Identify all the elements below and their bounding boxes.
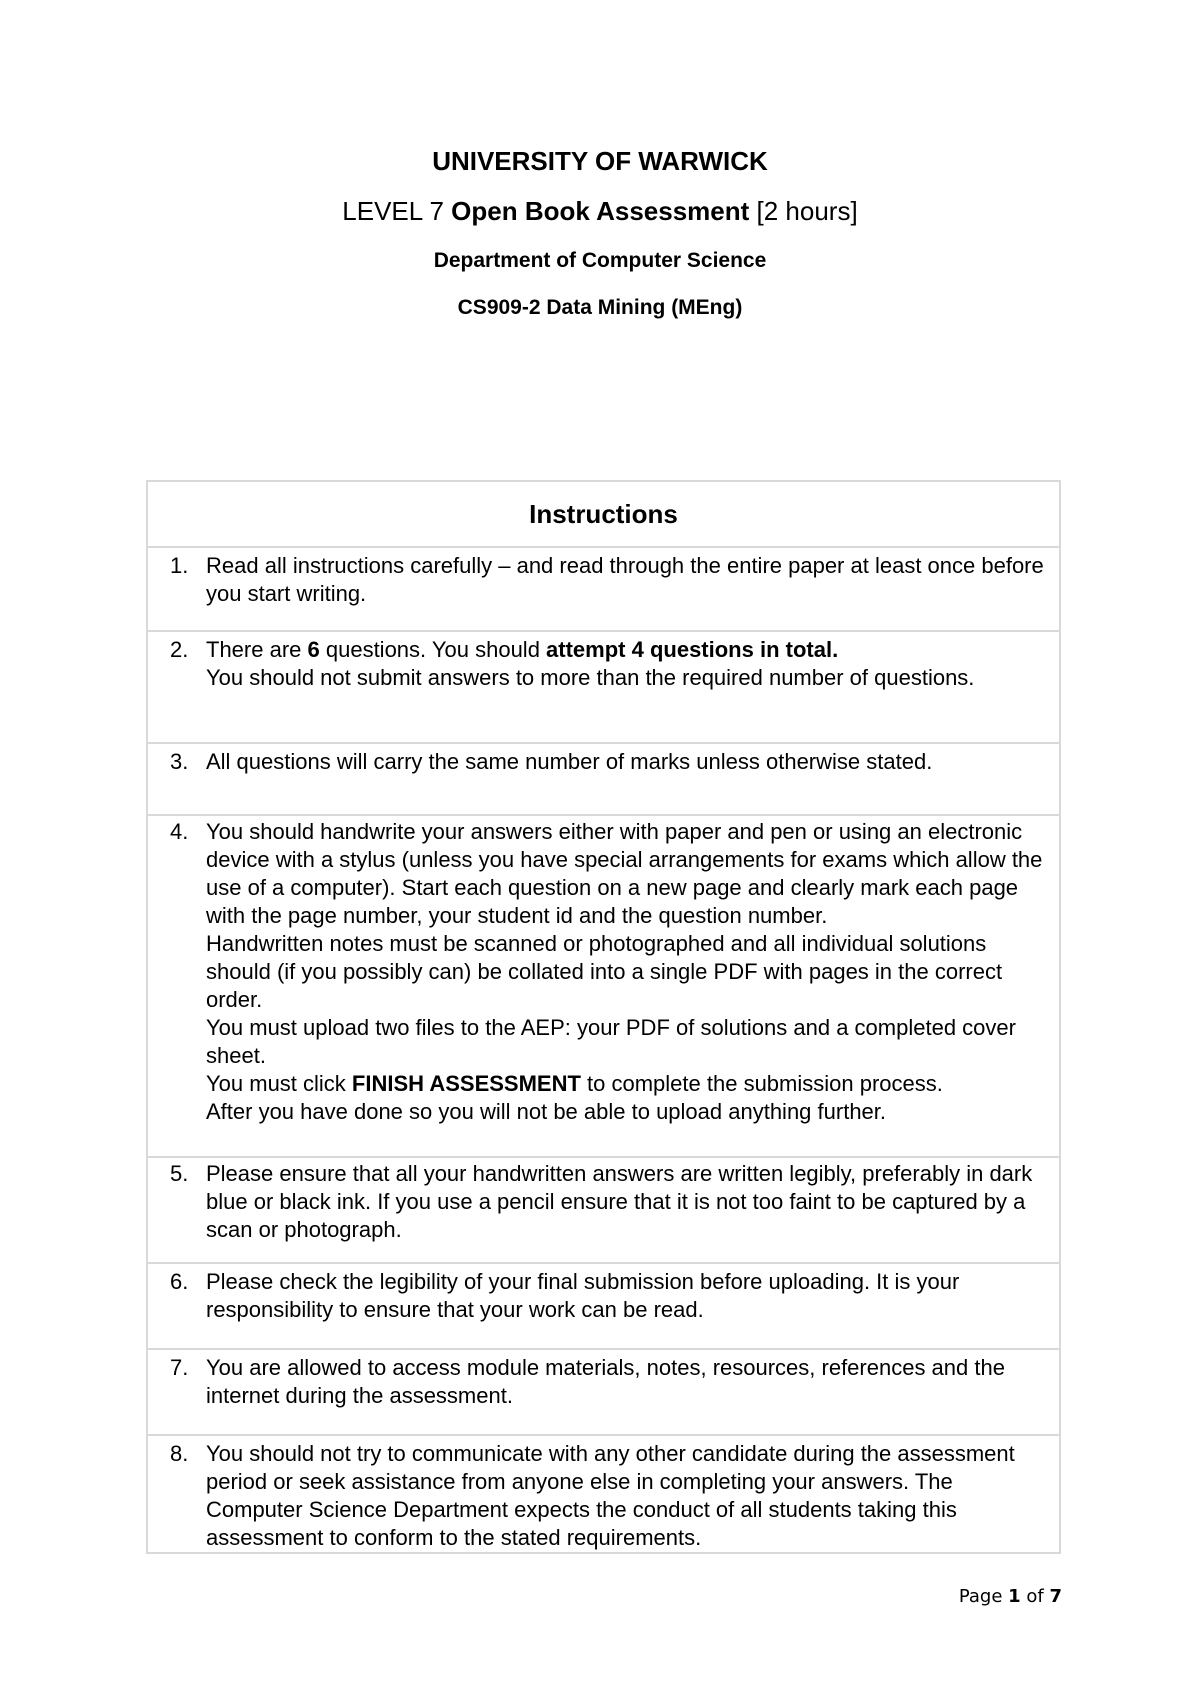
level-prefix: LEVEL 7 [342,196,452,226]
attempt-requirement: attempt 4 questions in total. [546,637,839,662]
instruction-number: 2. [170,637,189,662]
page-number [959,1586,1062,1607]
paragraph: You must upload two files to the AEP: your PDF of solutions and a completed cover sheet. [206,1015,1016,1068]
text-fragment: to complete the submission process. [580,1071,943,1096]
current-page: 1 [1008,1586,1021,1607]
instruction-number: 3. [170,749,189,774]
instruction-row [147,743,1060,815]
instruction-row [147,631,1060,743]
paragraph: Handwritten notes must be scanned or photographed and all individual solutions should (if you possibly can) be collated into a single PDF with pages in the correct order. [206,931,1003,1012]
text-fragment: questions. You should [319,637,547,662]
level-type: Open Book Assessment [451,196,750,226]
instruction-text: All questions will carry the same number of marks unless otherwise stated. [206,749,933,774]
instruction-text: You should not try to communicate with any other candidate during the assessment period or seek assistance from anyone else in completing your answers. The Computer Science Department expects the conduct of all students taking this assessment to conform to the stated requirements. [206,1441,1015,1550]
instruction-number: 4. [170,819,189,844]
assessment-level [0,196,1200,227]
finish-assessment-text: FINISH ASSESSMENT [351,1071,581,1096]
instruction-row [147,1349,1060,1435]
paragraph: After you have done so you will not be able to upload anything further. [206,1099,887,1124]
page-of: of [1020,1586,1050,1607]
department-name: Department of Computer Science [433,249,767,272]
instruction-text [206,818,1051,1126]
instruction-row [147,1263,1060,1349]
university-name: UNIVERSITY OF WARWICK [432,146,768,176]
instruction-text: Read all instructions carefully – and read through the entire paper at least once before you start writing. [206,553,1044,606]
instruction-text: Please check the legibility of your final submission before uploading. It is your responsibility to ensure that your work can be read. [206,1269,960,1322]
instruction-number: 6. [170,1269,189,1294]
text-fragment: You should not submit answers to more than the required number of questions. [206,665,975,690]
instruction-text [206,636,1051,692]
course-title: CS909-2 Data Mining (MEng) [457,296,743,319]
instruction-text: Please ensure that all your handwritten answers are written legibly, preferably in dark blue or black ink. If you use a pencil ensure that it is not too faint to be captured by a scan or photograph. [206,1161,1033,1242]
question-count: 6 [307,637,320,662]
instruction-row [147,547,1060,631]
instructions-heading: Instructions [147,481,1060,547]
total-pages: 7 [1049,1586,1062,1607]
instruction-number: 5. [170,1161,189,1186]
instruction-row [147,1435,1060,1553]
instruction-number: 1. [170,553,189,578]
instruction-number: 7. [170,1355,189,1380]
instruction-text: You are allowed to access module materials, notes, resources, references and the internet during the assessment. [206,1355,1005,1408]
level-duration: [2 hours] [749,196,858,226]
paragraph: You should handwrite your answers either with paper and pen or using an electronic device with a stylus (unless you have special arrangements for exams which allow the use of a computer). Start each question on a new page and clearly mark each page with the page number, your student id and the question number. [206,819,1043,928]
page-label: Page [958,1586,1009,1607]
instruction-row [147,815,1060,1157]
instruction-number: 8. [170,1441,189,1466]
text-fragment: There are [206,637,308,662]
instruction-row [147,1157,1060,1263]
instructions-table [146,480,1061,1554]
text-fragment: You must click [206,1071,352,1096]
